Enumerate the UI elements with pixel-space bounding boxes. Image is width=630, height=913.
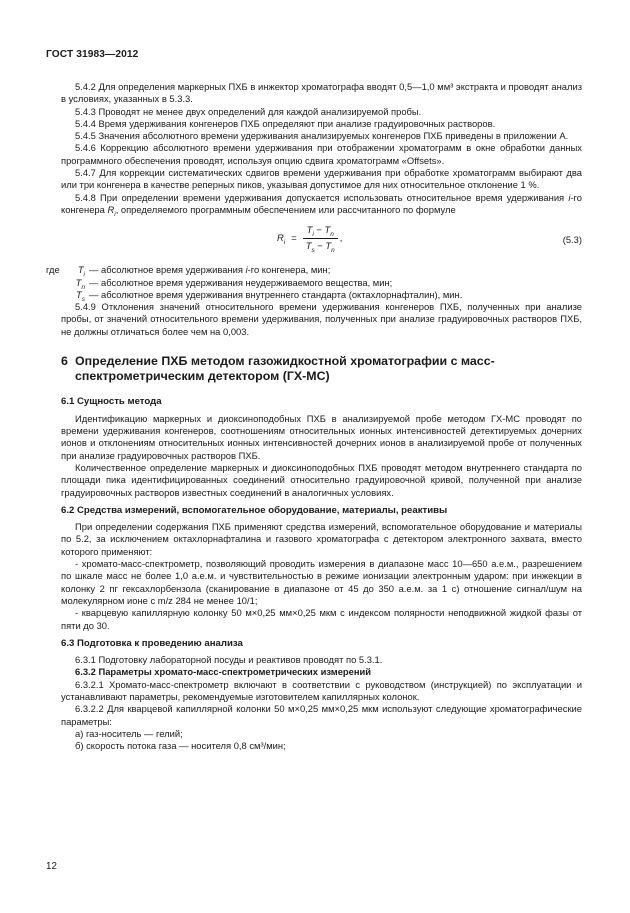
p548-text-b: -го конгенера — [61, 191, 582, 215]
where-sym-text: T — [75, 276, 82, 288]
heading-6-3: 6.3 Подготовка к проведению анализа — [61, 637, 243, 649]
paragraph-6-3-1: 6.3.1 Подготовку лабораторной посуды и реактивов проводят по 5.3.1. — [75, 654, 383, 666]
den-a: T — [305, 239, 312, 251]
where-text: — абсолютное время удерживания неудерживаемого вещества, мин; — [89, 276, 393, 288]
den-op: − — [314, 239, 326, 251]
formula-5-3 — [61, 222, 582, 262]
p548-text-c: , определяемого программным обеспечением или рассчитанного по формуле — [115, 203, 456, 215]
where-text-a: — абсолютное время удерживания — [89, 264, 246, 276]
num-b-sub: n — [330, 231, 334, 239]
where-text-b: -го конгенера, мин; — [247, 264, 331, 276]
where-list — [46, 264, 582, 301]
where-sym-sub: i — [83, 271, 85, 279]
where-label-spacer — [46, 289, 61, 301]
paragraph-6-2-1: При определении содержания ПХБ применяют средства измерений, вспомогательное оборудование и материалы по 5.2, за исключением октахлорнафталина и газового хроматографа с детектором электронного захвата, вместо которого применяют: — [61, 521, 582, 557]
den-a-sub: s — [311, 246, 315, 254]
section-6-title-text: Определение ПХБ методом газожидкостной хроматографии с масс-спектрометрическим детектором (ГХ-МС) — [75, 354, 495, 384]
num-b: T — [324, 224, 331, 236]
standard-header: ГОСТ 31983—2012 — [46, 49, 139, 60]
where-text-i: i — [245, 264, 248, 276]
formula-number: (5.3) — [562, 234, 582, 246]
where-item — [46, 277, 582, 289]
paragraph-5-4-8 — [61, 192, 582, 217]
paragraph-5-4-2: 5.4.2 Для определения маркерных ПХБ в инжектор хроматографа вводят 0,5—1,0 мм³ экстракта и проводят анализ в условиях, указанных в 5.3.3. — [61, 81, 582, 105]
num-a: T — [306, 224, 313, 236]
where-sym-text: T — [76, 288, 82, 300]
page-content — [46, 81, 582, 752]
where-symbol — [61, 264, 89, 279]
paragraph-6-1-2: Количественное определение маркерных и диоксиноподобных ПХБ проводят методом внутреннего стандарта по площади пика идентифицированных соединений относительно градуировочной кривой, полученной при анализе градуировочных растворов известных соединений в аналогичных условиях. — [61, 461, 582, 498]
formula-comma: , — [339, 231, 343, 243]
where-item — [46, 289, 582, 301]
where-label: где — [46, 264, 60, 276]
paragraph-5-4-3: 5.4.3 Проводят не менее двух определений для каждой анализируемой пробы. — [75, 105, 422, 117]
page-number: 12 — [46, 861, 57, 872]
paragraph-5-4-4: 5.4.4 Время удерживания конгенеров ПХБ определяют при анализе градуировочных растворов. — [75, 117, 496, 129]
p548-R: R — [107, 203, 115, 215]
list-item-a: а) газ-носитель — гелий; — [75, 727, 183, 739]
section-6-title — [61, 354, 582, 384]
paragraph-6-1-1: Идентификацию маркерных и диоксиноподобных ПХБ в анализируемой пробе методом ГХ-МС проводят по времени удерживания конгенеров, соотношениям относительных ионных интенсивностей детектируемых дочерних ионов и отклонениям относительных ионных интенсивностей дочерних ионов в анализируемой пробе от полученных при анализе градуировочных растворов ПХБ. — [61, 412, 582, 461]
paragraph-6-3-2-2: 6.3.2.2 Для кварцевой капиллярной колонки 50 м×0,25 мм×0,25 мкм используют следующие хроматографические параметры: — [61, 703, 582, 727]
where-label-spacer — [46, 277, 61, 289]
where-item — [46, 264, 582, 279]
heading-6-2: 6.2 Средства измерений, вспомогательное оборудование, материалы, реактивы — [61, 504, 448, 516]
formula-fraction — [303, 224, 338, 252]
formula-lhs — [277, 232, 285, 244]
p548-i: i — [568, 191, 571, 203]
num-a-sub: i — [312, 231, 314, 239]
where-symbol — [61, 277, 89, 289]
num-op: − — [313, 224, 325, 236]
paragraph-6-3-2-1: 6.3.2.1 Хромато-масс-спектрометр включают в соответствии с руководством (инструкцией) по эксплуатации и устанавливают параметры, рекомендуемые изготовителем капиллярных колонок. — [61, 678, 582, 702]
formula-denominator — [303, 239, 338, 252]
paragraph-5-4-5: 5.4.5 Значения абсолютного времени удерживания анализируемых конгенеров ПХБ приведены в приложении А. — [75, 130, 569, 142]
where-symbol — [61, 289, 89, 301]
paragraph-5-4-9: 5.4.9 Отклонения значений относительного времени удерживания конгенеров ПХБ, полученных при анализе пробы, от значений относительного времени удерживания, полученных при анализе градуировочных растворов ПХБ, не должны отличаться более чем на 0,003. — [61, 301, 582, 337]
section-6-number: 6 — [61, 354, 68, 369]
den-b: T — [325, 239, 332, 251]
formula-lhs-symbol: R — [277, 231, 284, 243]
formula-lhs-sub: i — [283, 238, 286, 246]
where-sym-text: T — [77, 264, 84, 276]
paragraph-5-4-6: 5.4.6 Коррекцию абсолютного времени удерживания при отображении хроматограмм в окне обработки данных программного обеспечения проводят, используя опцию сдвига хроматограмм «Offsets». — [61, 142, 582, 166]
p548-R-sub: i — [114, 210, 116, 218]
list-item-6-2-2: - кварцевую капиллярную колонку 50 м×0,25 мм×0,25 мкм с индексом полярности неподвижной жидкой фазы от пяти до 30. — [61, 607, 582, 631]
den-b-sub: n — [331, 246, 335, 254]
list-item-b: б) скорость потока газа — носителя 0,8 см³/мин; — [75, 740, 286, 752]
where-sym-sub: s — [81, 295, 85, 303]
paragraph-5-4-7: 5.4.7 Для коррекции систематических сдвигов времени удерживания при обработке хроматограмм выбирают два или три конгенера в качестве реперных пиков, указывая допустимое для них относительное отклонение 1 %. — [61, 167, 582, 191]
where-text — [89, 264, 582, 276]
heading-6-1: 6.1 Сущность метода — [61, 396, 162, 408]
p548-text-a: 5.4.8 При определении времени удерживания допускается использовать относительное время удерживания — [75, 191, 569, 203]
formula-numerator — [303, 224, 338, 238]
heading-6-3-2: 6.3.2 Параметры хромато-масс-спектрометрических измерений — [75, 666, 372, 678]
where-text: — абсолютное время удерживания внутреннего стандарта (октахлорнафталин), мин. — [89, 288, 463, 300]
where-sym-sub: n — [81, 283, 85, 291]
formula-equals: = — [291, 231, 297, 243]
list-item-6-2-1: - хромато-масс-спектрометр, позволяющий проводить измерения в диапазоне масс 10—650 а.е.м., разрешением по шкале масс не более 1,0 а.е.м. и чувствительностью в режиме ионизации электронным ударом: при инжекции в колонку 2 пг гексахлорбензола (сканирование в диапазоне от 45 до 350 а.е.м. за 1 с) отношение сигнал/шум на молекулярном ионе с m/z 284 не менее 10/1; — [61, 558, 582, 606]
formula-body — [277, 224, 342, 252]
